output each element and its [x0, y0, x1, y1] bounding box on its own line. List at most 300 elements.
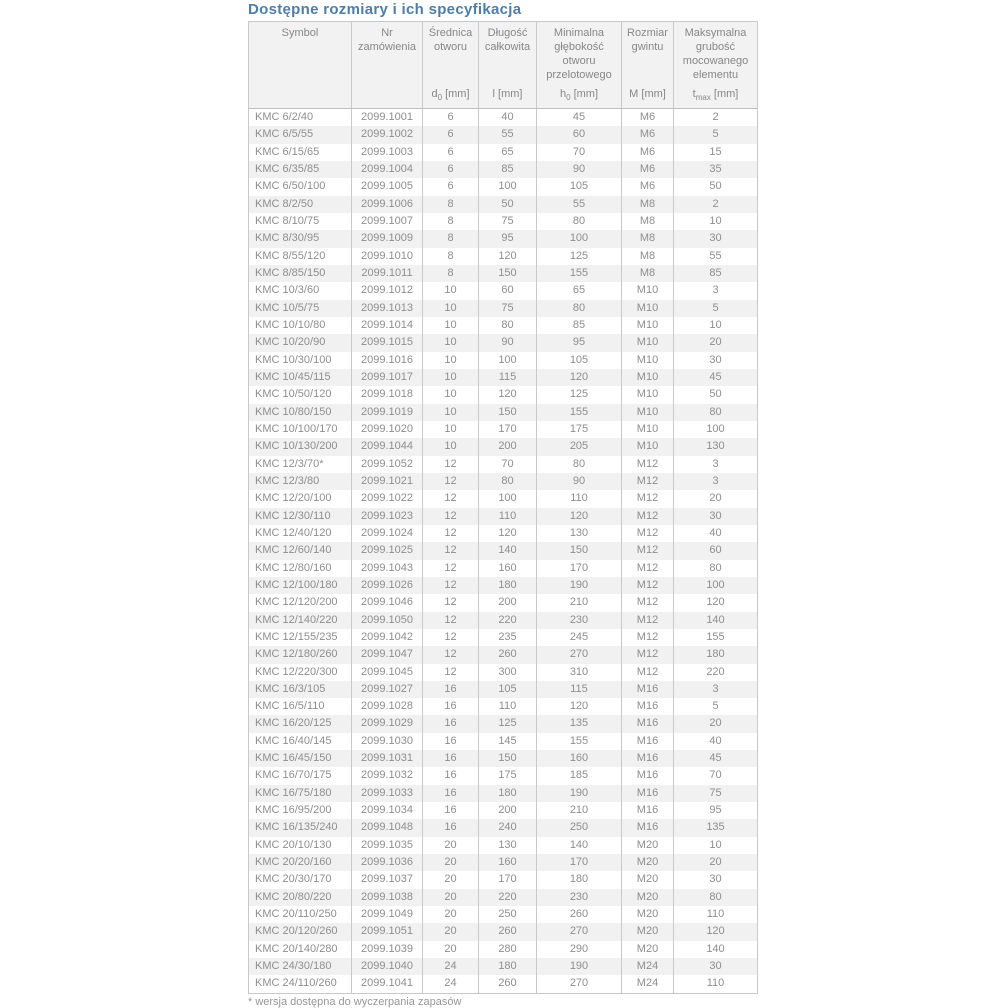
- table-row: [249, 854, 757, 871]
- cell-hole-diameter: 12: [422, 560, 478, 577]
- table-row: [249, 750, 757, 767]
- cell-hole-diameter: 24: [422, 958, 478, 975]
- cell-order-number: 2099.1039: [351, 941, 422, 958]
- cell-hole-diameter: 12: [422, 456, 478, 473]
- cell-min-hole-depth: 270: [536, 975, 621, 992]
- column-unit: $t_{max}$ [mm]: [692, 87, 739, 102]
- table-row: [249, 612, 757, 629]
- content-area: [248, 0, 760, 1008]
- table-row: [249, 698, 757, 715]
- cell-hole-diameter: 12: [422, 612, 478, 629]
- table-row: [249, 560, 757, 577]
- cell-hole-diameter: 6: [422, 126, 478, 143]
- column-unit: $h_0$ [mm]: [559, 87, 599, 102]
- cell-symbol: KMC 10/80/150: [255, 405, 332, 418]
- cell-hole-diameter: 16: [422, 681, 478, 698]
- table-row: [249, 681, 757, 698]
- cell-hole-diameter: 20: [422, 889, 478, 906]
- cell-order-number: 2099.1047: [351, 646, 422, 663]
- cell-total-length: 100: [478, 178, 536, 195]
- cell-max-fixture-thickness: 3: [673, 282, 757, 299]
- cell-hole-diameter: 10: [422, 404, 478, 421]
- cell-thread-size: M16: [621, 698, 673, 715]
- cell-thread-size: M20: [621, 923, 673, 940]
- cell-max-fixture-thickness: 130: [673, 438, 757, 455]
- cell-total-length: 115: [478, 369, 536, 386]
- cell-thread-size: M12: [621, 508, 673, 525]
- cell-thread-size: M12: [621, 456, 673, 473]
- cell-min-hole-depth: 150: [536, 542, 621, 559]
- cell-hole-diameter: 12: [422, 577, 478, 594]
- table-row: [249, 837, 757, 854]
- cell-symbol: KMC 6/50/100: [255, 180, 326, 193]
- column-label: Średnica otworu: [428, 27, 473, 53]
- cell-min-hole-depth: 100: [536, 230, 621, 247]
- cell-min-hole-depth: 180: [536, 871, 621, 888]
- cell-total-length: 150: [478, 404, 536, 421]
- cell-thread-size: M8: [621, 196, 673, 213]
- cell-min-hole-depth: 95: [536, 334, 621, 351]
- cell-thread-size: M16: [621, 750, 673, 767]
- cell-symbol: KMC 16/20/125: [255, 717, 332, 730]
- cell-max-fixture-thickness: 3: [673, 681, 757, 698]
- cell-hole-diameter: 16: [422, 785, 478, 802]
- cell-thread-size: M12: [621, 525, 673, 542]
- cell-order-number: 2099.1022: [351, 490, 422, 507]
- cell-symbol: KMC 20/20/160: [255, 856, 332, 869]
- cell-min-hole-depth: 170: [536, 854, 621, 871]
- cell-max-fixture-thickness: 20: [673, 715, 757, 732]
- cell-order-number: 2099.1028: [351, 698, 422, 715]
- table-row: [249, 109, 757, 126]
- cell-min-hole-depth: 185: [536, 767, 621, 784]
- cell-total-length: 240: [478, 819, 536, 836]
- table-row: [249, 802, 757, 819]
- cell-hole-diameter: 16: [422, 802, 478, 819]
- cell-total-length: 180: [478, 577, 536, 594]
- cell-symbol: KMC 20/80/220: [255, 890, 332, 903]
- table-row: [249, 958, 757, 975]
- cell-min-hole-depth: 115: [536, 681, 621, 698]
- cell-symbol: KMC 6/5/55: [255, 128, 314, 141]
- cell-min-hole-depth: 70: [536, 144, 621, 161]
- column-unit: M [mm]: [629, 87, 666, 100]
- cell-min-hole-depth: 155: [536, 733, 621, 750]
- cell-max-fixture-thickness: 100: [673, 421, 757, 438]
- cell-symbol: KMC 8/2/50: [255, 197, 314, 210]
- cell-min-hole-depth: 125: [536, 248, 621, 265]
- cell-symbol: KMC 12/220/300: [255, 665, 338, 678]
- cell-hole-diameter: 6: [422, 178, 478, 195]
- cell-symbol: KMC 8/55/120: [255, 249, 326, 262]
- cell-order-number: 2099.1009: [351, 230, 422, 247]
- table-row: [249, 785, 757, 802]
- cell-total-length: 85: [478, 161, 536, 178]
- cell-max-fixture-thickness: 3: [673, 473, 757, 490]
- cell-order-number: 2099.1044: [351, 438, 422, 455]
- cell-symbol: KMC 16/135/240: [255, 821, 338, 834]
- cell-hole-diameter: 10: [422, 438, 478, 455]
- cell-max-fixture-thickness: 220: [673, 664, 757, 681]
- cell-thread-size: M20: [621, 889, 673, 906]
- cell-min-hole-depth: 210: [536, 802, 621, 819]
- cell-total-length: 160: [478, 560, 536, 577]
- cell-min-hole-depth: 120: [536, 698, 621, 715]
- cell-max-fixture-thickness: 2: [673, 109, 757, 126]
- cell-hole-diameter: 10: [422, 282, 478, 299]
- cell-total-length: 220: [478, 889, 536, 906]
- cell-min-hole-depth: 90: [536, 161, 621, 178]
- cell-symbol: KMC 8/10/75: [255, 214, 320, 227]
- cell-order-number: 2099.1011: [351, 265, 422, 282]
- table-row: [249, 767, 757, 784]
- cell-symbol: KMC 12/3/70*: [255, 457, 324, 470]
- table-row: [249, 646, 757, 663]
- cell-total-length: 70: [478, 456, 536, 473]
- column-label: Nr zamówienia: [357, 27, 417, 53]
- cell-order-number: 2099.1001: [351, 109, 422, 126]
- cell-symbol: KMC 10/45/115: [255, 370, 331, 383]
- cell-max-fixture-thickness: 80: [673, 889, 757, 906]
- cell-symbol: KMC 8/30/95: [255, 232, 320, 245]
- table-row: [249, 490, 757, 507]
- cell-order-number: 2099.1042: [351, 629, 422, 646]
- table-row: [249, 456, 757, 473]
- cell-symbol: KMC 16/75/180: [255, 786, 332, 799]
- table-row: [249, 819, 757, 836]
- cell-thread-size: M16: [621, 681, 673, 698]
- cell-order-number: 2099.1041: [351, 975, 422, 992]
- cell-total-length: 160: [478, 854, 536, 871]
- column-header-max-fixture-thickness: [673, 22, 757, 108]
- table-row: [249, 334, 757, 351]
- table-row: [249, 577, 757, 594]
- table-row: [249, 542, 757, 559]
- cell-min-hole-depth: 260: [536, 906, 621, 923]
- cell-max-fixture-thickness: 5: [673, 698, 757, 715]
- cell-min-hole-depth: 230: [536, 612, 621, 629]
- cell-order-number: 2099.1004: [351, 161, 422, 178]
- cell-order-number: 2099.1052: [351, 456, 422, 473]
- cell-symbol: KMC 10/5/75: [255, 301, 320, 314]
- cell-symbol: KMC 16/40/145: [255, 734, 332, 747]
- cell-max-fixture-thickness: 120: [673, 923, 757, 940]
- cell-min-hole-depth: 140: [536, 837, 621, 854]
- cell-total-length: 50: [478, 196, 536, 213]
- cell-thread-size: M6: [621, 109, 673, 126]
- table-row: [249, 265, 757, 282]
- cell-symbol: KMC 10/30/100: [255, 353, 332, 366]
- cell-order-number: 2099.1034: [351, 802, 422, 819]
- cell-symbol: KMC 24/30/180: [255, 960, 332, 973]
- cell-thread-size: M10: [621, 300, 673, 317]
- cell-total-length: 80: [478, 473, 536, 490]
- cell-hole-diameter: 12: [422, 508, 478, 525]
- cell-hole-diameter: 10: [422, 386, 478, 403]
- cell-order-number: 2099.1045: [351, 664, 422, 681]
- cell-min-hole-depth: 105: [536, 178, 621, 195]
- cell-symbol: KMC 10/100/170: [255, 422, 338, 435]
- cell-min-hole-depth: 55: [536, 196, 621, 213]
- cell-order-number: 2099.1035: [351, 837, 422, 854]
- cell-symbol: KMC 20/110/250: [255, 908, 337, 921]
- cell-thread-size: M10: [621, 352, 673, 369]
- column-label: Maksymalna grubość mocowanego elementu: [682, 27, 749, 81]
- cell-min-hole-depth: 290: [536, 941, 621, 958]
- table-row: [249, 715, 757, 732]
- cell-symbol: KMC 16/70/175: [255, 769, 332, 782]
- cell-min-hole-depth: 80: [536, 456, 621, 473]
- table-row: [249, 473, 757, 490]
- cell-max-fixture-thickness: 50: [673, 178, 757, 195]
- page-title: Dostępne rozmiary i ich specyfikacja: [248, 1, 522, 18]
- table-row: [249, 161, 757, 178]
- cell-hole-diameter: 8: [422, 230, 478, 247]
- column-header-order-number: [351, 22, 422, 108]
- footnote: * wersja dostępna do wyczerpania zapasów: [248, 995, 462, 1008]
- cell-total-length: 235: [478, 629, 536, 646]
- cell-order-number: 2099.1007: [351, 213, 422, 230]
- cell-thread-size: M20: [621, 854, 673, 871]
- table-row: [249, 906, 757, 923]
- cell-order-number: 2099.1013: [351, 300, 422, 317]
- cell-order-number: 2099.1051: [351, 923, 422, 940]
- cell-max-fixture-thickness: 75: [673, 785, 757, 802]
- cell-total-length: 75: [478, 213, 536, 230]
- cell-order-number: 2099.1031: [351, 750, 422, 767]
- cell-hole-diameter: 6: [422, 109, 478, 126]
- cell-total-length: 65: [478, 144, 536, 161]
- cell-hole-diameter: 10: [422, 334, 478, 351]
- cell-min-hole-depth: 45: [536, 109, 621, 126]
- cell-max-fixture-thickness: 40: [673, 525, 757, 542]
- cell-hole-diameter: 12: [422, 490, 478, 507]
- cell-min-hole-depth: 130: [536, 525, 621, 542]
- table-row: [249, 941, 757, 958]
- cell-thread-size: M16: [621, 785, 673, 802]
- cell-hole-diameter: 8: [422, 196, 478, 213]
- cell-total-length: 300: [478, 664, 536, 681]
- cell-thread-size: M8: [621, 248, 673, 265]
- cell-symbol: KMC 10/20/90: [255, 336, 326, 349]
- cell-order-number: 2099.1046: [351, 594, 422, 611]
- cell-order-number: 2099.1030: [351, 733, 422, 750]
- cell-hole-diameter: 12: [422, 594, 478, 611]
- cell-min-hole-depth: 135: [536, 715, 621, 732]
- column-label: Długość całkowita: [484, 27, 531, 53]
- column-unit: $d_0$ [mm]: [431, 87, 470, 102]
- cell-order-number: 2099.1027: [351, 681, 422, 698]
- cell-max-fixture-thickness: 3: [673, 456, 757, 473]
- cell-order-number: 2099.1029: [351, 715, 422, 732]
- table-row: [249, 629, 757, 646]
- cell-max-fixture-thickness: 180: [673, 646, 757, 663]
- cell-thread-size: M20: [621, 871, 673, 888]
- cell-total-length: 145: [478, 733, 536, 750]
- cell-max-fixture-thickness: 2: [673, 196, 757, 213]
- cell-symbol: KMC 20/10/130: [255, 838, 332, 851]
- cell-total-length: 140: [478, 542, 536, 559]
- table-row: [249, 508, 757, 525]
- cell-min-hole-depth: 175: [536, 421, 621, 438]
- cell-max-fixture-thickness: 60: [673, 542, 757, 559]
- column-header-hole-diameter: [422, 22, 478, 108]
- cell-min-hole-depth: 230: [536, 889, 621, 906]
- cell-hole-diameter: 12: [422, 629, 478, 646]
- cell-total-length: 170: [478, 871, 536, 888]
- cell-hole-diameter: 12: [422, 473, 478, 490]
- cell-symbol: KMC 12/60/140: [255, 544, 332, 557]
- cell-symbol: KMC 16/95/200: [255, 804, 332, 817]
- cell-thread-size: M16: [621, 802, 673, 819]
- table-row: [249, 923, 757, 940]
- cell-min-hole-depth: 80: [536, 213, 621, 230]
- table-header-row: [249, 22, 757, 109]
- cell-min-hole-depth: 190: [536, 577, 621, 594]
- table-row: [249, 404, 757, 421]
- column-header-total-length: [478, 22, 536, 108]
- cell-max-fixture-thickness: 20: [673, 854, 757, 871]
- cell-max-fixture-thickness: 20: [673, 490, 757, 507]
- table-row: [249, 421, 757, 438]
- cell-symbol: KMC 12/100/180: [255, 578, 338, 591]
- cell-thread-size: M16: [621, 767, 673, 784]
- cell-thread-size: M12: [621, 664, 673, 681]
- cell-hole-diameter: 16: [422, 767, 478, 784]
- column-header-symbol: [249, 22, 351, 108]
- cell-thread-size: M10: [621, 334, 673, 351]
- cell-max-fixture-thickness: 45: [673, 369, 757, 386]
- cell-hole-diameter: 8: [422, 265, 478, 282]
- cell-thread-size: M10: [621, 386, 673, 403]
- cell-thread-size: M10: [621, 421, 673, 438]
- cell-total-length: 260: [478, 646, 536, 663]
- cell-thread-size: M24: [621, 975, 673, 992]
- cell-order-number: 2099.1012: [351, 282, 422, 299]
- cell-total-length: 150: [478, 265, 536, 282]
- cell-symbol: KMC 10/10/80: [255, 318, 326, 331]
- cell-max-fixture-thickness: 10: [673, 837, 757, 854]
- cell-symbol: KMC 16/5/110: [255, 700, 325, 713]
- cell-thread-size: M8: [621, 230, 673, 247]
- cell-max-fixture-thickness: 45: [673, 750, 757, 767]
- cell-thread-size: M16: [621, 715, 673, 732]
- cell-total-length: 200: [478, 802, 536, 819]
- cell-max-fixture-thickness: 140: [673, 941, 757, 958]
- cell-max-fixture-thickness: 110: [673, 975, 757, 992]
- table-row: [249, 317, 757, 334]
- cell-hole-diameter: 20: [422, 854, 478, 871]
- spec-table: [248, 21, 758, 994]
- cell-order-number: 2099.1006: [351, 196, 422, 213]
- cell-hole-diameter: 24: [422, 975, 478, 992]
- cell-symbol: KMC 6/35/85: [255, 162, 320, 175]
- cell-min-hole-depth: 155: [536, 265, 621, 282]
- cell-order-number: 2099.1040: [351, 958, 422, 975]
- cell-order-number: 2099.1024: [351, 525, 422, 542]
- cell-symbol: KMC 12/3/80: [255, 474, 320, 487]
- cell-hole-diameter: 20: [422, 906, 478, 923]
- cell-order-number: 2099.1017: [351, 369, 422, 386]
- cell-order-number: 2099.1033: [351, 785, 422, 802]
- cell-max-fixture-thickness: 55: [673, 248, 757, 265]
- cell-max-fixture-thickness: 30: [673, 871, 757, 888]
- cell-min-hole-depth: 155: [536, 404, 621, 421]
- cell-thread-size: M16: [621, 819, 673, 836]
- table-row: [249, 889, 757, 906]
- table-body: [249, 109, 757, 993]
- cell-order-number: 2099.1038: [351, 889, 422, 906]
- cell-min-hole-depth: 85: [536, 317, 621, 334]
- table-row: [249, 664, 757, 681]
- cell-hole-diameter: 20: [422, 871, 478, 888]
- cell-symbol: KMC 10/50/120: [255, 388, 332, 401]
- table-row: [249, 230, 757, 247]
- cell-min-hole-depth: 80: [536, 300, 621, 317]
- cell-total-length: 175: [478, 767, 536, 784]
- cell-order-number: 2099.1037: [351, 871, 422, 888]
- cell-max-fixture-thickness: 30: [673, 230, 757, 247]
- table-row: [249, 352, 757, 369]
- cell-hole-diameter: 8: [422, 248, 478, 265]
- cell-thread-size: M6: [621, 178, 673, 195]
- table-row: [249, 144, 757, 161]
- table-row: [249, 871, 757, 888]
- cell-hole-diameter: 10: [422, 317, 478, 334]
- cell-thread-size: M12: [621, 594, 673, 611]
- cell-symbol: KMC 20/30/170: [255, 873, 332, 886]
- table-row: [249, 594, 757, 611]
- cell-total-length: 120: [478, 525, 536, 542]
- cell-symbol: KMC 6/2/40: [255, 111, 314, 123]
- cell-max-fixture-thickness: 155: [673, 629, 757, 646]
- cell-thread-size: M10: [621, 438, 673, 455]
- cell-max-fixture-thickness: 30: [673, 958, 757, 975]
- cell-order-number: 2099.1043: [351, 560, 422, 577]
- cell-total-length: 55: [478, 126, 536, 143]
- cell-symbol: KMC 12/155/235: [255, 630, 338, 643]
- cell-order-number: 2099.1016: [351, 352, 422, 369]
- table-row: [249, 369, 757, 386]
- cell-total-length: 150: [478, 750, 536, 767]
- cell-min-hole-depth: 120: [536, 508, 621, 525]
- cell-thread-size: M12: [621, 473, 673, 490]
- cell-symbol: KMC 8/85/150: [255, 266, 326, 279]
- cell-symbol: KMC 12/30/110: [255, 509, 331, 522]
- cell-total-length: 220: [478, 612, 536, 629]
- cell-thread-size: M12: [621, 629, 673, 646]
- cell-order-number: 2099.1015: [351, 334, 422, 351]
- cell-total-length: 110: [478, 698, 536, 715]
- cell-thread-size: M20: [621, 906, 673, 923]
- cell-hole-diameter: 12: [422, 542, 478, 559]
- cell-order-number: 2099.1032: [351, 767, 422, 784]
- cell-order-number: 2099.1003: [351, 144, 422, 161]
- cell-total-length: 250: [478, 906, 536, 923]
- cell-symbol: KMC 12/120/200: [255, 596, 338, 609]
- cell-order-number: 2099.1021: [351, 473, 422, 490]
- cell-thread-size: M6: [621, 126, 673, 143]
- cell-hole-diameter: 6: [422, 161, 478, 178]
- table-row: [249, 248, 757, 265]
- cell-hole-diameter: 10: [422, 369, 478, 386]
- cell-hole-diameter: 16: [422, 819, 478, 836]
- cell-thread-size: M16: [621, 733, 673, 750]
- cell-min-hole-depth: 160: [536, 750, 621, 767]
- cell-hole-diameter: 10: [422, 352, 478, 369]
- cell-total-length: 105: [478, 681, 536, 698]
- cell-symbol: KMC 12/180/260: [255, 648, 338, 661]
